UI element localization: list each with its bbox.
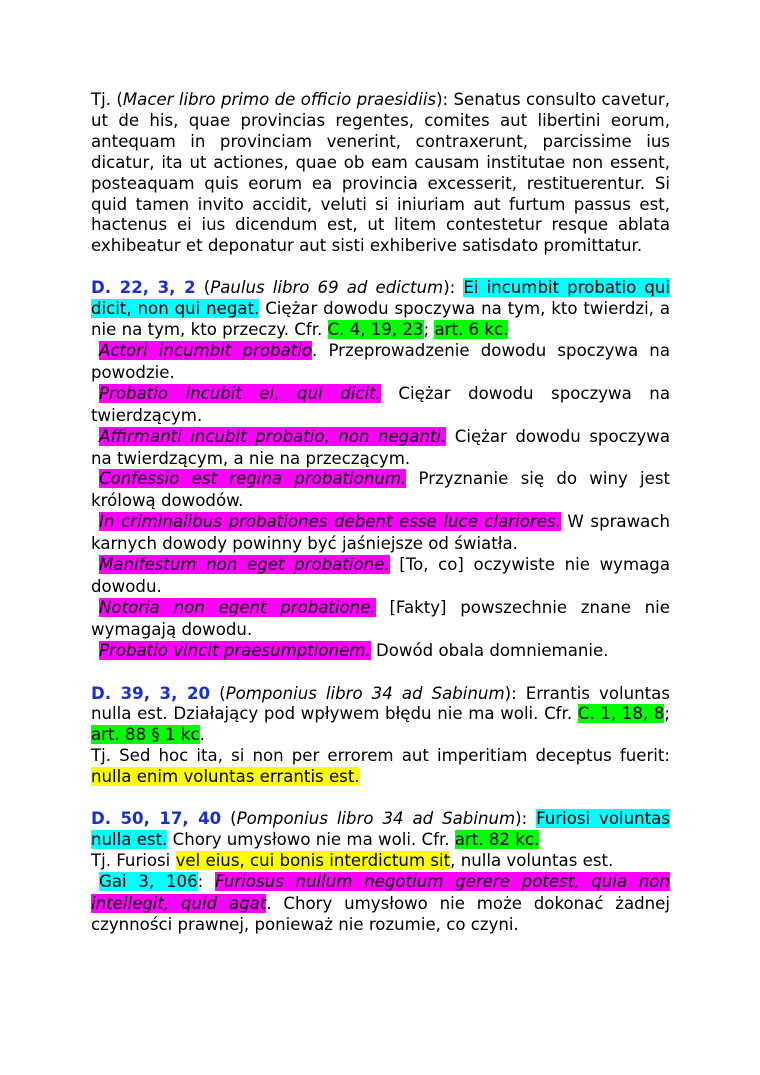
maxim-highlight: Ei incumbit probatio qui dicit, non qui negat.	[91, 278, 671, 319]
gai-reference: Gai 3, 106	[99, 871, 198, 891]
maxim-highlight: Furiosus nullum negotium gerere potest, quia non intellegit, quid agat	[91, 871, 670, 913]
separator: ):	[515, 809, 537, 829]
cfr-kc-ref: art. 6 kc.	[434, 320, 509, 340]
tj-lead: Tj. Furiosi	[91, 850, 176, 870]
paragraph-tj-errantis	[91, 746, 670, 788]
tj-lead: Tj. (	[91, 90, 123, 109]
maxim-item	[91, 427, 670, 470]
paragraph-macer	[91, 90, 670, 257]
source-citation: Paulus libro 69 ad edictum	[210, 278, 444, 298]
maxim-item	[91, 598, 670, 641]
separator: :	[197, 871, 215, 891]
translation: [Fakty] powszechnie znane nie wymagają dowodu.	[91, 597, 670, 639]
paragraph-text: ): Errantis voluntas nulla est. Działający pod wpływem błędu nie ma woli. Cfr.	[91, 683, 670, 724]
digest-reference: D. 50, 17, 40	[91, 809, 222, 829]
period: .	[199, 725, 205, 745]
paragraph-gai	[91, 872, 670, 936]
translation: Ciężar dowodu spoczywa na tym, kto twierdzi, a nie na tym, kto przeczy. Cfr.	[91, 299, 670, 340]
maxim-highlight: In criminalibus probationes debent esse luce clariores.	[99, 512, 561, 532]
separator: ;	[664, 704, 670, 724]
maxim-item	[91, 641, 670, 663]
digest-reference: D. 39, 3, 20	[91, 683, 211, 703]
tj-end: , nulla voluntas est.	[450, 850, 614, 870]
tj-text: Tj. Sed hoc ita, si non per errorem aut imperitiam deceptus fuerit:	[91, 746, 670, 766]
translation: Chory umysłowo nie ma woli. Cfr.	[167, 830, 455, 849]
digest-reference: D. 22, 3, 2	[91, 278, 196, 298]
maxim-highlight: Affirmanti incubit probatio, non neganti.	[99, 426, 447, 446]
yellow-highlight: nulla enim voluntas errantis est.	[91, 767, 360, 787]
separator: ):	[443, 278, 464, 298]
translation: Dowód obala domniemanie.	[370, 640, 609, 660]
yellow-highlight: vel eius, cui bonis interdictum sit	[175, 850, 451, 870]
paragraph-text: ): Senatus consulto cavetur, ut de his, quae provincias regentes, comites aut libertini eorum, antequam in provinciam venerint, contraxerunt, parcissime ius dicatur, ita ut actiones, quae ob eam causam institutae non essent, posteaquam quis eorum ea provincia excesserit, restituerentur. Si quid tamen invito accidit, veluti si iniuriam aut furtum passus est, hactenus ei ius dicendum est, ut litem contestetur resque ablata exhibeatur et deponatur aut sisti exhiberive satisdato promittatur.	[91, 90, 670, 256]
separator: ;	[423, 320, 435, 340]
period: .	[266, 893, 272, 913]
maxim-item	[91, 341, 670, 384]
maxim-highlight: Actori incumbit probatio	[99, 340, 312, 360]
cfr-kc-ref: art. 82 kc.	[454, 830, 540, 849]
translation: Przyznanie się do winy jest królową dowodów.	[91, 469, 671, 511]
translation: Ciężar dowodu spoczywa na twierdzącym, a nie na przeczącym.	[91, 426, 670, 468]
document-content	[91, 90, 670, 936]
cfr-code-ref: C. 4, 19, 23	[327, 320, 424, 340]
maxim-list	[91, 341, 670, 663]
source-citation: Pomponius libro 34 ad Sabinum	[236, 809, 516, 829]
maxim-highlight: Manifestum non eget probatione.	[99, 555, 390, 575]
cfr-code-ref: C. 1, 18, 8	[577, 704, 665, 724]
paragraph-tj-furiosi	[91, 851, 670, 872]
paragraph-d-39-3-20: D. 39, 3, 20 (Pomponius libro 34 ad Sabinum): Errantis voluntas nulla est. Działający pod wpływem błędu nie ma woli. Cfr. C. 1, 18, 8; art. 88 § 1 kc.	[91, 683, 670, 745]
maxim-highlight: Furiosi voluntas nulla est.	[91, 809, 670, 849]
maxim-highlight: Probatio incubit ei, qui dicit.	[99, 383, 381, 403]
maxim-highlight: Notoria non egent probatione.	[99, 597, 376, 617]
maxim-item	[91, 469, 670, 512]
paragraph-d-22-3-2: D. 22, 3, 2 (Paulus libro 69 ad edictum): Ei incumbit probatio qui dicit, non qui negat. Ciężar dowodu spoczywa na tym, kto twierdzi, a nie na tym, kto przeczy. Cfr. C. 4, 19, 23; art. 6 kc.	[91, 278, 671, 340]
maxim-item	[91, 384, 670, 427]
translation: . Przeprowadzenie dowodu spoczywa na powodzie.	[91, 340, 670, 382]
cfr-kc-ref: art. 88 § 1 kc	[91, 725, 200, 745]
maxim-item	[91, 555, 670, 598]
translation: Chory umysłowo nie może dokonać żadnej czynności prawnej, ponieważ nie rozumie, co czyni.	[91, 893, 670, 934]
maxim-highlight: Confessio est regina probationum.	[99, 469, 407, 489]
maxim-highlight: Probatio vincit praesumptionem.	[99, 640, 371, 660]
maxim-item	[91, 512, 670, 555]
source-citation: Pomponius libro 34 ad Sabinum	[225, 683, 505, 703]
translation: [To, co] oczywiste nie wymaga dowodu.	[91, 555, 670, 596]
source-citation: Macer libro primo de officio praesidiis	[122, 90, 437, 109]
paragraph-d-50-17-40: D. 50, 17, 40 (Pomponius libro 34 ad Sabinum): Furiosi voluntas nulla est. Chory umysłowo nie ma woli. Cfr. art. 82 kc.	[91, 809, 670, 849]
translation: W sprawach karnych dowody powinny być jaśniejsze od światła.	[91, 512, 670, 554]
translation: Ciężar dowodu spoczywa na twierdzącym.	[91, 383, 670, 425]
